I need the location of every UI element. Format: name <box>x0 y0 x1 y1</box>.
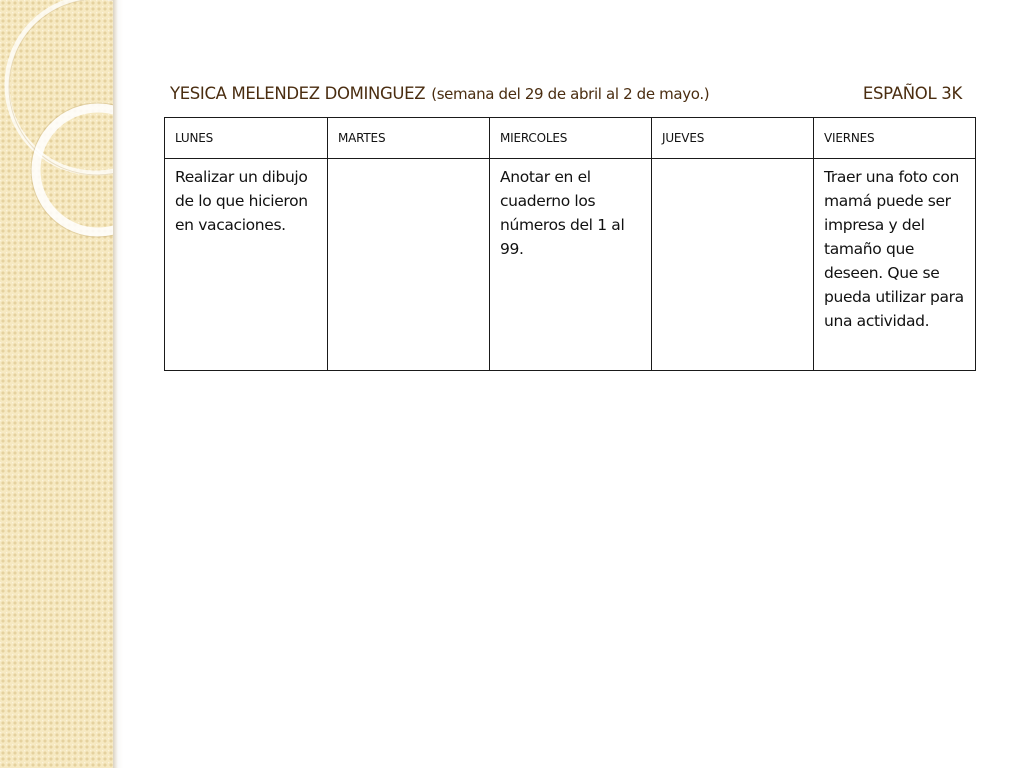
task-cell-viernes: Traer una foto con mamá puede ser impresa y del tamaño que deseen. Que se pueda utilizar para una actividad. <box>814 159 976 371</box>
side-panel-shadow <box>113 0 123 768</box>
day-header-viernes: VIERNES <box>814 118 976 159</box>
task-cell-jueves <box>652 159 814 371</box>
weekly-schedule-table <box>164 117 976 371</box>
day-header-lunes: LUNES <box>165 118 328 159</box>
course-label: ESPAÑOL 3K <box>862 84 962 103</box>
slide-title <box>170 84 962 110</box>
table-header-row <box>165 118 976 159</box>
title-left-group <box>170 84 709 103</box>
task-cell-lunes: Realizar un dibujo de lo que hicieron en vacaciones. <box>165 159 328 371</box>
day-header-miercoles: MIERCOLES <box>490 118 652 159</box>
task-cell-martes <box>328 159 490 371</box>
day-header-martes: MARTES <box>328 118 490 159</box>
day-header-jueves: JUEVES <box>652 118 814 159</box>
table-row <box>165 159 976 371</box>
student-name: YESICA MELENDEZ DOMINGUEZ <box>170 84 426 103</box>
decorative-side-panel <box>0 0 113 768</box>
decorative-rings-icon <box>0 0 113 300</box>
week-range: (semana del 29 de abril al 2 de mayo.) <box>431 85 710 103</box>
task-cell-miercoles: Anotar en el cuaderno los números del 1 al 99. <box>490 159 652 371</box>
